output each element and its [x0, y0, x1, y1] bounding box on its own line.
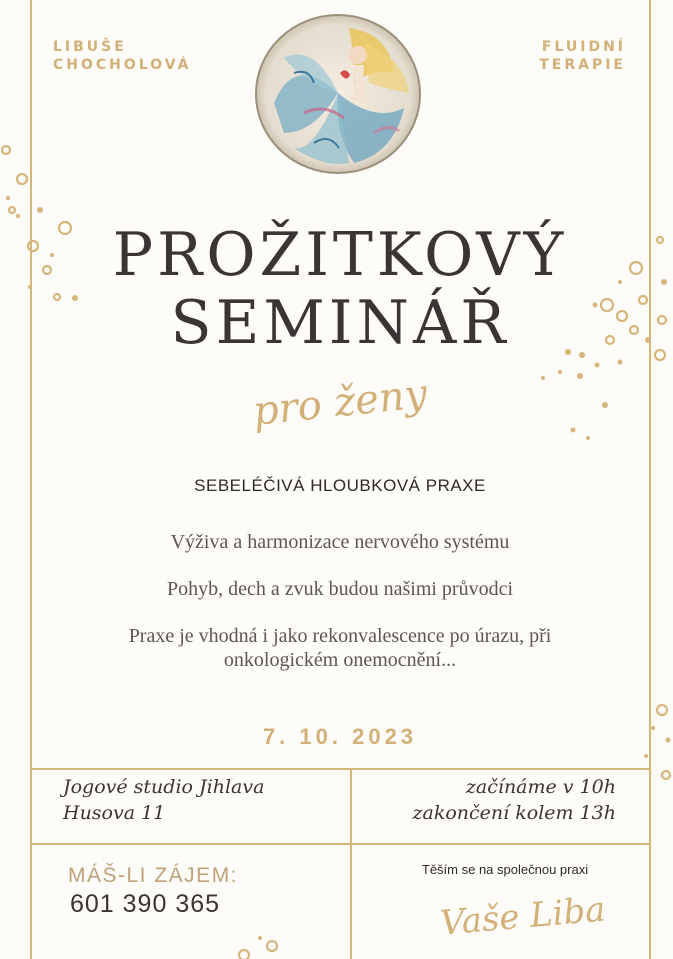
- venue: [63, 774, 343, 826]
- body-line-2: Pohyb, dech a zvuk budou našimi průvodci: [166, 578, 514, 600]
- venue-address: Husova 11: [63, 802, 166, 824]
- therapy-line-2: TERAPIE: [539, 57, 626, 73]
- start-time: začínáme v 10h: [465, 776, 616, 798]
- end-time: zakončení kolem 13h: [412, 802, 616, 824]
- therapy-line-1: FLUIDNÍ: [541, 39, 626, 55]
- event-times: [360, 774, 616, 826]
- round-painting-icon: [254, 13, 422, 175]
- author-line-1: LIBUŠE: [53, 39, 127, 55]
- contact-label: MÁŠ-LI ZÁJEM:: [68, 864, 239, 887]
- signature: Vaše Liba: [438, 889, 608, 944]
- author-line-2: CHOCHOLOVÁ: [53, 57, 192, 73]
- title-line-2: SEMINÁŘ: [170, 288, 510, 358]
- therapy-name: [470, 38, 626, 74]
- subtitle: SEBELÉČIVÁ HLOUBKOVÁ PRAXE: [194, 476, 486, 495]
- title-line-1: PROŽITKOVÝ: [112, 220, 568, 290]
- body-line-3a: Praxe je vhodná i jako rekonvalescence po úrazu, při: [128, 625, 552, 647]
- body-line-1: Výživa a harmonizace nervového systému: [170, 531, 510, 553]
- title-script: pro ženy: [250, 370, 430, 436]
- body-line-3b: onkologickém onemocnění...: [223, 649, 457, 671]
- body-line-3: [50, 624, 630, 672]
- author-name: [53, 38, 223, 74]
- event-date: 7. 10. 2023: [262, 724, 418, 749]
- venue-name: Jogové studio Jihlava: [63, 776, 265, 798]
- closing-text: Těším se na společnou praxi: [421, 862, 589, 877]
- contact-phone[interactable]: 601 390 365: [70, 890, 221, 918]
